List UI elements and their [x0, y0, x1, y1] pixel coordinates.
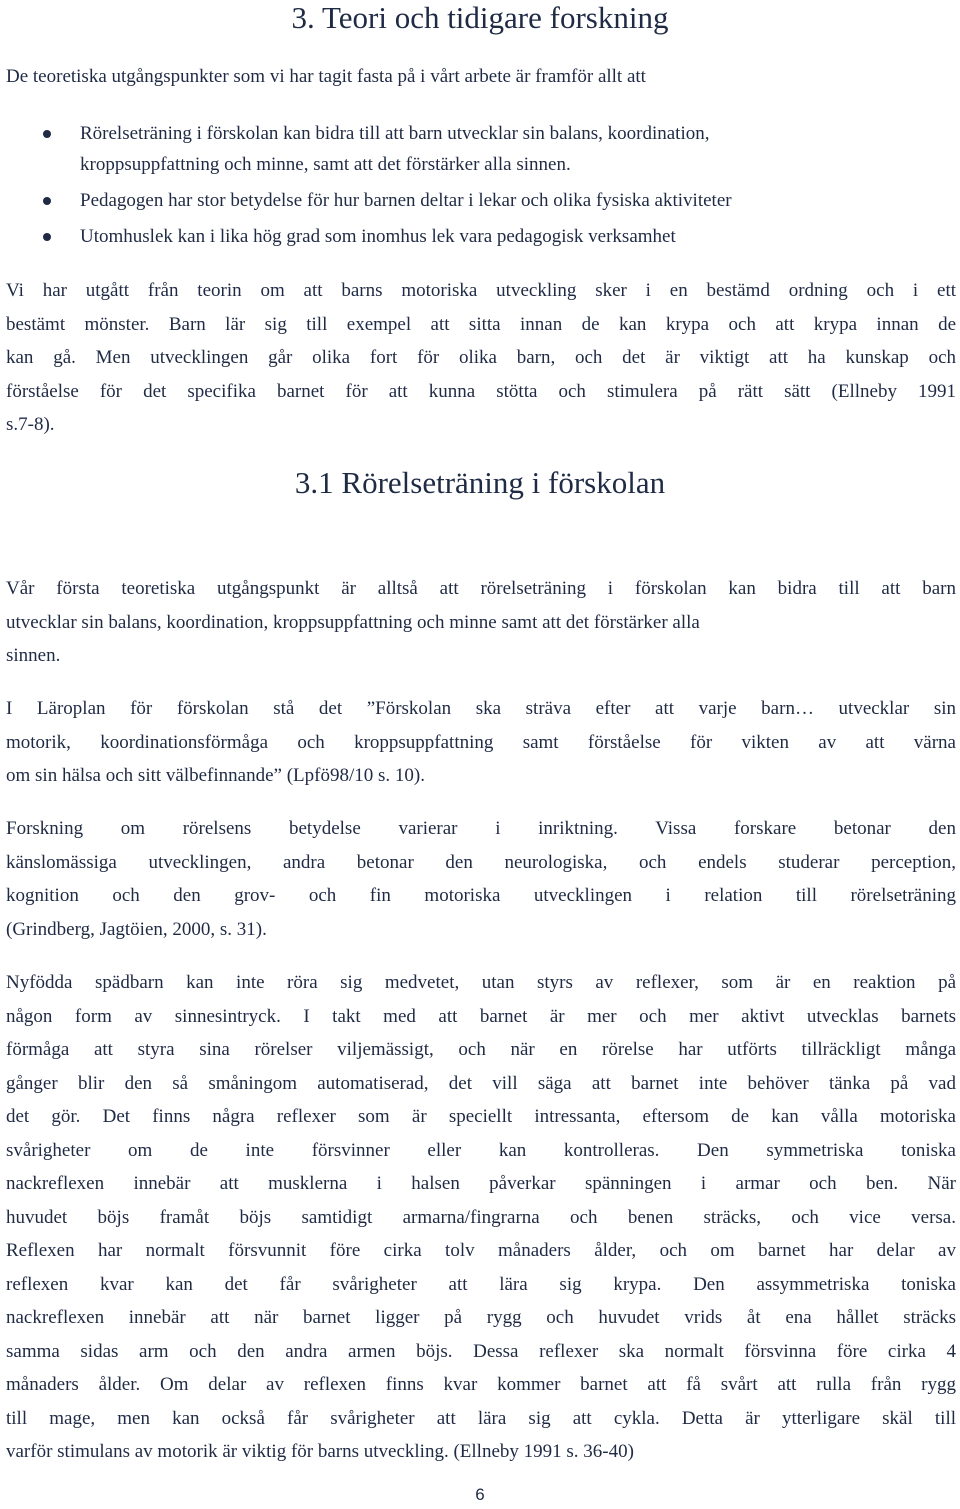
bullet-list [0, 118, 960, 257]
paragraph-line: varför stimulans av motorik är viktig för barns utveckling. (Ellneby 1991 s. 36-40) [6, 1441, 634, 1462]
paragraph-line: kan gå. Men utvecklingen går olika fort för olika barn, och det är viktigt att ha kunskap och [6, 347, 956, 368]
paragraph-line: Reflexen har normalt försvunnit före cirka tolv månaders ålder, och om barnet har delar av [6, 1240, 956, 1261]
paragraph-line: samma sidas arm och den andra armen böjs. Dessa reflexer ska normalt försvinna före cirka 4 [6, 1340, 956, 1362]
bullet-line: Pedagogen har stor betydelse för hur barnen deltar i lekar och olika fysiska aktiviteter [80, 190, 732, 211]
paragraph-line: det gör. Det finns några reflexer som är speciellt intressanta, eftersom de kan vålla motoriska [6, 1106, 956, 1127]
paragraph-line: Vår första teoretiska utgångspunkt är alltså att rörelseträning i förskolan kan bidra till att barn [6, 578, 956, 599]
paragraph-line: (Grindberg, Jagtöien, 2000, s. 31). [6, 918, 267, 940]
paragraph-line: Vi har utgått från teorin om att barns motoriska utveckling sker i en bestämd ordning och i ett [6, 280, 956, 301]
paragraph-line: motorik, koordinationsförmåga och kroppsuppfattning samt förståelse för vikten av att värna [6, 731, 956, 753]
paragraph-curriculum-quote [6, 692, 956, 793]
paragraph-line: utvecklar sin balans, koordination, kroppsuppfattning och minne samt att det förstärker alla [6, 611, 700, 633]
paragraph-motor-development [6, 274, 956, 442]
bullet-item [0, 221, 960, 252]
paragraph-line: svårigheter om de inte försvinner eller kan kontrolleras. Den symmetriska toniska [6, 1139, 956, 1161]
paragraph-line: kognition och den grov- och fin motoriska utvecklingen i relation till rörelseträning [6, 885, 956, 906]
paragraph-line: om sin hälsa och sitt välbefinnande” (Lpfö98/10 s. 10). [6, 765, 425, 786]
paragraph-line: reflexen kvar kan det får svårigheter att lära sig krypa. Den assymmetriska toniska [6, 1273, 956, 1295]
page-number: 6 [475, 1485, 485, 1504]
bullet-line: Utomhuslek kan i lika hög grad som inomhus lek vara pedagogisk verksamhet [80, 226, 676, 247]
paragraph-line: huvudet böjs framåt böjs samtidigt armarna/fingrarna och benen sträcks, och vice versa. [6, 1206, 956, 1228]
bullet-icon [43, 233, 51, 241]
paragraph-line: Forskning om rörelsens betydelse varierar i inriktning. Vissa forskare betonar den [6, 818, 956, 839]
paragraph-line: någon form av sinnesintryck. I takt med att barnet är mer och mer aktivt utvecklas barnets [6, 1005, 956, 1027]
paragraph-line: förståelse för det specifika barnet för att kunna stötta och stimulera på rätt sätt (Ellneby 1991 [6, 380, 956, 402]
paragraph-research [6, 812, 956, 946]
bullet-line: Rörelseträning i förskolan kan bidra till att barn utvecklar sin balans, koordination, [80, 123, 710, 144]
bullet-line: kroppsuppfattning och minne, samt att det förstärker alla sinnen. [80, 154, 571, 175]
paragraph-reflexes [6, 966, 956, 1469]
paragraph-line: gånger blir den så småningom automatiserad, det vill säga att barnet inte behöver tänka på vad [6, 1072, 956, 1094]
bullet-item [0, 118, 960, 180]
section-heading: 3. Teori och tidigare forskning [291, 0, 669, 35]
paragraph-line: månaders ålder. Om delar av reflexen finns kvar kommer barnet att få svårt att rulla från rygg [6, 1374, 956, 1395]
subsection-heading: 3.1 Rörelseträning i förskolan [294, 465, 666, 500]
paragraph-line: nackreflexen innebär att musklerna i halsen påverkar spänningen i armar och ben. När [6, 1173, 956, 1194]
bullet-icon [43, 197, 51, 205]
paragraph-line: förmåga att styra sina rörelser viljemässigt, och när en rörelse har utförts tillräckligt många [6, 1039, 956, 1060]
paragraph-line: Nyfödda spädbarn kan inte röra sig medvetet, utan styrs av reflexer, som är en reaktion på [6, 972, 956, 993]
paragraph-line: s.7-8). [6, 414, 55, 435]
paragraph-line: I Läroplan för förskolan stå det ”Förskolan ska sträva efter att varje barn… utvecklar sin [6, 698, 956, 719]
bullet-icon [43, 130, 51, 138]
paragraph-line: känslomässiga utvecklingen, andra betonar den neurologiska, och endels studerar perception, [6, 851, 956, 873]
paragraph-starting-point [6, 572, 956, 673]
paragraph-line: till mage, men kan också får svårigheter att lära sig att cykla. Detta är ytterligare skäl till [6, 1407, 956, 1429]
paragraph-line: nackreflexen innebär att när barnet ligger på rygg och huvudet vrids åt ena hållet sträcks [6, 1307, 956, 1328]
intro-text: De teoretiska utgångspunkter som vi har tagit fasta på i vårt arbete är framför allt att [6, 66, 646, 87]
bullet-item [0, 185, 960, 216]
paragraph-line: bestämt mönster. Barn lär sig till exempel att sitta innan de kan krypa och att krypa innan de [6, 313, 956, 335]
paragraph-line: sinnen. [6, 645, 61, 666]
